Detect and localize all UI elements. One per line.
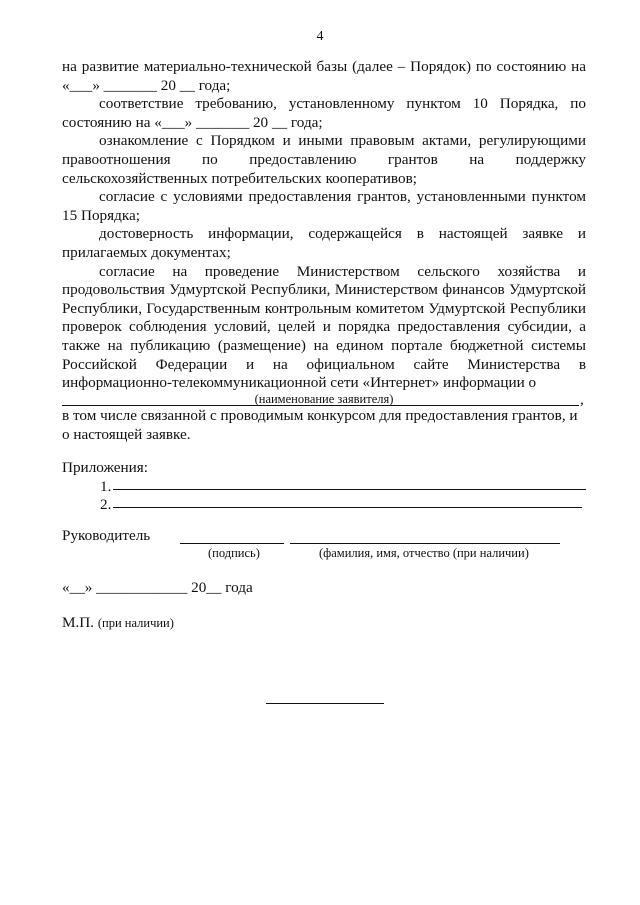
declaration-body: [62, 58, 586, 412]
applicant-comma: ,: [580, 390, 584, 408]
signature-label: Руководитель: [62, 527, 151, 544]
paragraph-conditions: согласие с условиями предоставления грантов, установленными пунктом 15 Порядка;: [62, 188, 586, 224]
attachment-line-2: [113, 507, 582, 508]
paragraph-requirement: соответствие требованию, установленному пунктом 10 Порядка, по состоянию на «___» _______ 20 __ года;: [62, 95, 586, 131]
after-text: в том числе связанной с проводимым конкурсом для предоставления грантов, и о настоящей заявке.: [62, 407, 578, 443]
stamp-label: М.П.: [62, 614, 95, 631]
attachments-title: Приложения:: [62, 459, 148, 476]
paragraph-reliability: достоверность информации, содержащейся в настоящей заявке и прилагаемых документах;: [62, 225, 586, 261]
stamp-note: (при наличии): [97, 616, 174, 630]
date-line: «__» ____________ 20__ года: [62, 579, 253, 596]
paragraph-acquaintance: ознакомление с Порядком и иными правовым актами, регулирующими правоотношения по предоставлению грантов на поддержку сельскохозяйственных потребительских кооперативов;: [62, 132, 586, 187]
stamp-block: [62, 614, 174, 632]
attachment-line-1: [113, 489, 586, 490]
signature-caption: (подпись): [208, 546, 260, 560]
paragraph-order: на развитие материально-технической базы (далее – Порядок) по состоянию на «___» _______ 20 __ года;: [62, 58, 586, 94]
full-name-caption: (фамилия, имя, отчество (при наличии): [319, 546, 529, 560]
after-text-block: [62, 407, 586, 444]
signature-line: [180, 543, 284, 544]
attachment-item-1: 1.: [100, 478, 112, 495]
full-name-line: [290, 543, 560, 544]
end-separator: [266, 703, 384, 704]
applicant-caption: (наименование заявителя): [254, 392, 394, 406]
paragraph-consent: согласие на проведение Министерством сельского хозяйства и продовольствия Удмуртской Республики, Министерством финансов Удмуртской Республики, Государственным контрольным комитетом Удмуртской Республики проверок соблюдения условий, целей и порядка предоставления субсидии, а также на публикацию (размещение) на едином портале бюджетной системы Российской Федерации и на официальном сайте Министерства в информационно-телекоммуникационной сети «Интернет» информации о: [62, 262, 586, 392]
attachment-item-2: 2.: [100, 496, 112, 513]
page-number: 4: [316, 29, 324, 44]
